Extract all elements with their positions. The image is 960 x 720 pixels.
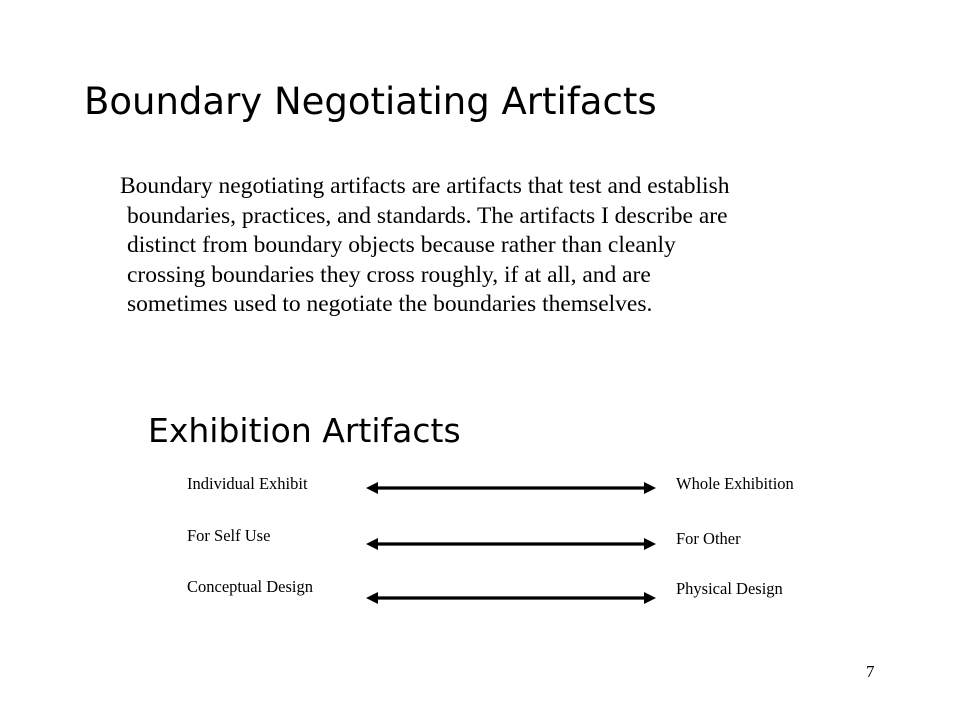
- scale-left-label: For Self Use: [187, 526, 271, 545]
- slide-title: Boundary Negotiating Artifacts: [84, 80, 657, 123]
- scale-right-label: For Other: [676, 529, 741, 548]
- body-paragraph: [120, 172, 800, 320]
- scale-right-label: Physical Design: [676, 579, 783, 598]
- section-subtitle: Exhibition Artifacts: [148, 411, 461, 450]
- body-line: crossing boundaries they cross roughly, if at all, and are: [127, 261, 651, 288]
- scale-left-label: Individual Exhibit: [187, 474, 308, 493]
- scale-left-label: Conceptual Design: [187, 577, 314, 596]
- body-line: boundaries, practices, and standards. The artifacts I describe are: [127, 202, 728, 229]
- body-line: Boundary negotiating artifacts are artifacts that test and establish: [120, 173, 730, 199]
- body-line: sometimes used to negotiate the boundaries themselves.: [127, 291, 653, 318]
- double-headed-arrow-icon: [366, 481, 656, 495]
- scale-right-label: Whole Exhibition: [676, 474, 794, 493]
- page-number: 7: [866, 662, 875, 681]
- double-headed-arrow-icon: [366, 537, 656, 551]
- body-line: distinct from boundary objects because rather than cleanly: [127, 232, 676, 259]
- double-headed-arrow-icon: [366, 591, 656, 605]
